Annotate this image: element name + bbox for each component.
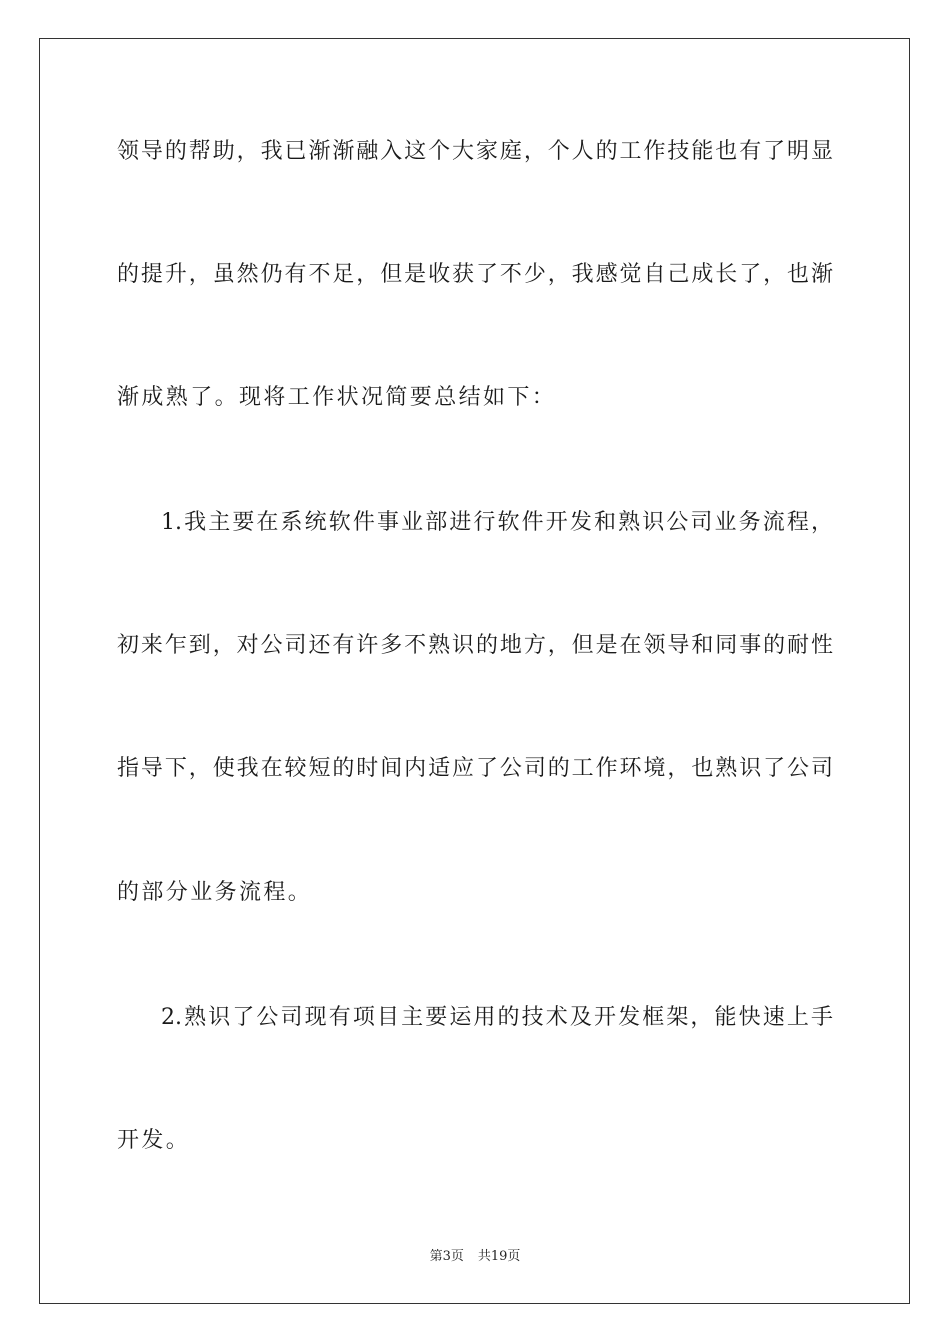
paragraph-line: 开发。 — [117, 1128, 191, 1153]
paragraph-line: 1.我主要在系统软件事业部进行软件开发和熟识公司业务流程， — [161, 510, 833, 535]
paragraph-line: 2.熟识了公司现有项目主要运用的技术及开发框架，能快速上手 — [161, 1005, 833, 1030]
paragraph-line: 领导的帮助，我已渐渐融入这个大家庭，个人的工作技能也有了明显 — [117, 139, 833, 164]
paragraph-line: 的提升，虽然仍有不足，但是收获了不少，我感觉自己成长了，也渐 — [117, 262, 833, 287]
paragraph-line: 的部分业务流程。 — [117, 880, 313, 905]
page-number: 第3页 — [429, 1249, 464, 1264]
page-total: 共19页 — [477, 1249, 521, 1264]
paragraph-line: 指导下，使我在较短的时间内适应了公司的工作环境，也熟识了公司 — [117, 756, 833, 781]
paragraph-line: 初来乍到，对公司还有许多不熟识的地方，但是在领导和同事的耐性 — [117, 633, 833, 658]
page-border — [39, 38, 910, 1304]
paragraph-line: 渐成熟了。现将工作状况简要总结如下： — [117, 385, 557, 410]
page-footer — [0, 1248, 950, 1266]
